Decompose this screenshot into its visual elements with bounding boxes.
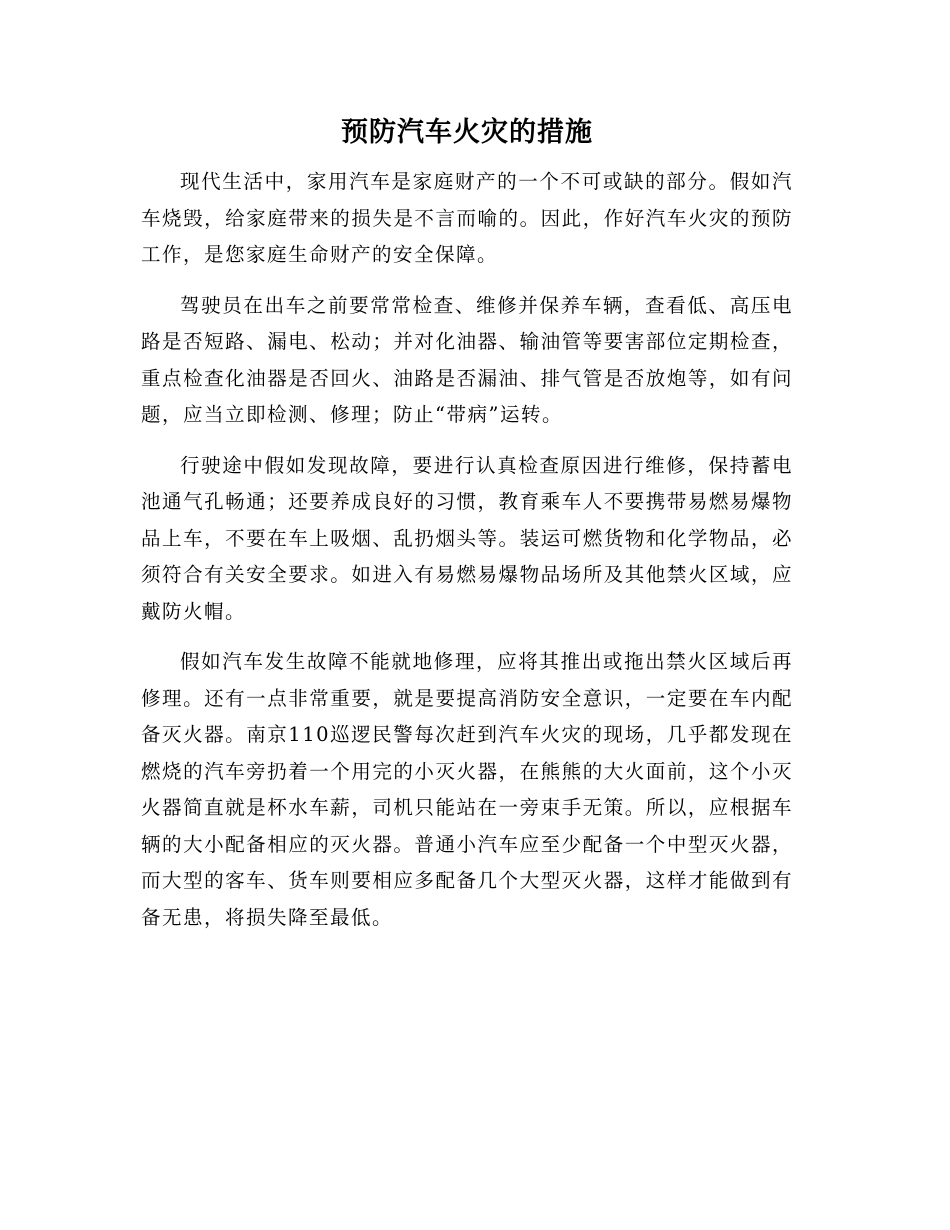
paragraph-fire-extinguisher: 假如汽车发生故障不能就地修理，应将其推出或拖出禁火区域后再修理。还有一点非常重要，就是要提高消防安全意识，一定要在车内配备灭火器。南京110巡逻民警每次赶到汽车火灾的现场，几乎都发现在燃烧的汽车旁扔着一个用完的小灭火器，在熊熊的大火面前，这个小灭火器简直就是杯水车薪，司机只能站在一旁束手无策。所以，应根据车辆的大小配备相应的灭火器。普通小汽车应至少配备一个中型灭火器，而大型的客车、货车则要相应多配备几个大型灭火器，这样才能做到有备无患，将损失降至最低。 <box>141 650 793 929</box>
paragraph-driving-precautions: 行驶途中假如发现故障，要进行认真检查原因进行维修，保持蓄电池通气孔畅通；还要养成良好的习惯，教育乘车人不要携带易燃易爆物品上车，不要在车上吸烟、乱扔烟头等。装运可燃货物和化学物品，必须符合有关安全要求。如进入有易燃易爆物品场所及其他禁火区域，应戴防火帽。 <box>141 453 793 623</box>
document-title: 预防汽车火灾的措施 <box>341 117 593 148</box>
paragraph-intro: 现代生活中，家用汽车是家庭财产的一个不可或缺的部分。假如汽车烧毁，给家庭带来的损失是不言而喻的。因此，作好汽车火灾的预防工作，是您家庭生命财产的安全保障。 <box>141 170 793 266</box>
paragraph-pre-drive-checks: 驾驶员在出车之前要常常检查、维修并保养车辆，查看低、高压电路是否短路、漏电、松动；并对化油器、输油管等要害部位定期检查，重点检查化油器是否回火、油路是否漏油、排气管是否放炮等，如有问题，应当立即检测、修理；防止“带病”运转。 <box>141 293 793 426</box>
document-content <box>141 112 793 950</box>
